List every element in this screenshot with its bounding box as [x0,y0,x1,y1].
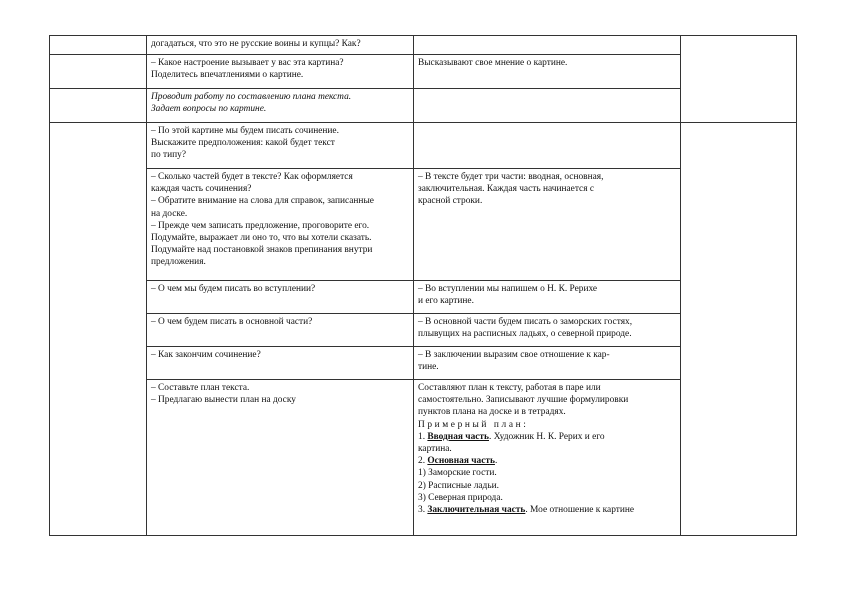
plan-item-1 [418,431,677,443]
plan-text: . Мое отношение к картине [525,505,635,516]
text-line: предложения. [151,257,206,268]
teacher-cell [147,89,414,123]
text-line: плывущих на расписных ладьях, о северной природе. [418,329,632,340]
stage-cell [50,89,147,123]
text-line: тине. [418,362,439,373]
teacher-cell [147,347,414,380]
text-line: заключительная. Каждая часть начинается с [418,184,595,195]
text-line: Поделитесь впечатлениями о картине. [151,70,304,81]
stage-cell [50,55,147,89]
text-line: – По этой картине мы будем писать сочинение. [151,126,339,136]
text-line: – Сколько частей будет в тексте? Как оформляется [151,172,353,182]
text-line: и его картине. [418,296,474,307]
plan-heading: Примерный план: [418,419,529,430]
plan-subitem: 3) Северная природа. [418,492,503,503]
text-line: Высказывают свое мнение о картине. [418,58,568,68]
plan-item-2 [418,455,677,467]
text-line: Проводит работу по составлению плана текста. [151,92,352,102]
text-line: – О чем будем писать в основной части? [151,317,313,327]
text-line: Подумайте над постановкой знаков препинания внутри [151,245,373,256]
notes-cell [681,36,797,123]
students-cell [414,89,681,123]
text-line: – О чем мы будем писать во вступлении? [151,284,316,294]
text-line: – В основной части будем писать о заморских гостях, [418,317,633,327]
text-line: – Какое настроение вызывает у вас эта картина? [151,58,344,68]
text-line: – Обратите внимание на слова для справок, записанные [151,196,374,207]
plan-text: . Художник Н. К. Рерих и его [489,431,605,442]
plan-number: 3. [418,505,426,516]
text-line: – Как закончим сочинение? [151,350,261,360]
plan-text: . [494,456,498,467]
text-line: по типу? [151,150,187,161]
text-line: – Предлагаю вынести план на доску [151,395,296,406]
text-line: картина. [418,444,452,455]
teacher-cell [147,281,414,314]
text-line: пунктов плана на доске и в тетрадях. [418,407,566,418]
teacher-cell [147,380,414,536]
plan-subitem: 2) Расписные ладьи. [418,480,499,491]
students-cell [414,380,681,536]
plan-label: Вводная часть [427,431,489,442]
notes-cell [681,123,797,536]
stage-cell [50,123,147,536]
text-line: Подумайте, выражает ли оно то, что вы хотели сказать. [151,233,372,244]
plan-label: Основная часть [427,456,495,467]
students-cell [414,281,681,314]
teacher-cell [147,123,414,169]
lesson-table [49,35,797,536]
text-line: догадаться, что это не русские воины и купцы? Как? [151,39,361,49]
plan-label: Заключительная часть [427,505,526,516]
table-row [50,36,797,55]
text-line: на доске. [151,208,188,219]
students-cell [414,36,681,55]
table-row [50,123,797,169]
students-cell [414,314,681,347]
text-line: Выскажите предположения: какой будет текст [151,138,335,149]
text-line: каждая часть сочинения? [151,184,252,195]
plan-number: 2. [418,456,426,467]
students-cell [414,347,681,380]
text-line: – В заключении выразим свое отношение к кар- [418,350,610,360]
plan-item-3 [418,504,677,516]
stage-cell [50,36,147,55]
teacher-cell [147,314,414,347]
text-line: – Во вступлении мы напишем о Н. К. Рерихе [418,284,598,294]
text-line: – Прежде чем записать предложение, проговорите его. [151,220,370,231]
plan-number: 1. [418,431,426,442]
teacher-cell [147,55,414,89]
students-cell [414,123,681,169]
students-cell [414,55,681,89]
text-line: самостоятельно. Записывают лучшие формулировки [418,395,629,406]
text-line: – В тексте будет три части: вводная, основная, [418,172,604,182]
teacher-cell [147,169,414,281]
teacher-cell [147,36,414,55]
text-line: – Составьте план текста. [151,383,250,393]
students-cell [414,169,681,281]
text-line: Задает вопросы по картине. [151,104,267,115]
text-line: Составляют план к тексту, работая в паре или [418,383,601,393]
plan-subitem: 1) Заморские гости. [418,468,497,479]
text-line: красной строки. [418,196,483,207]
